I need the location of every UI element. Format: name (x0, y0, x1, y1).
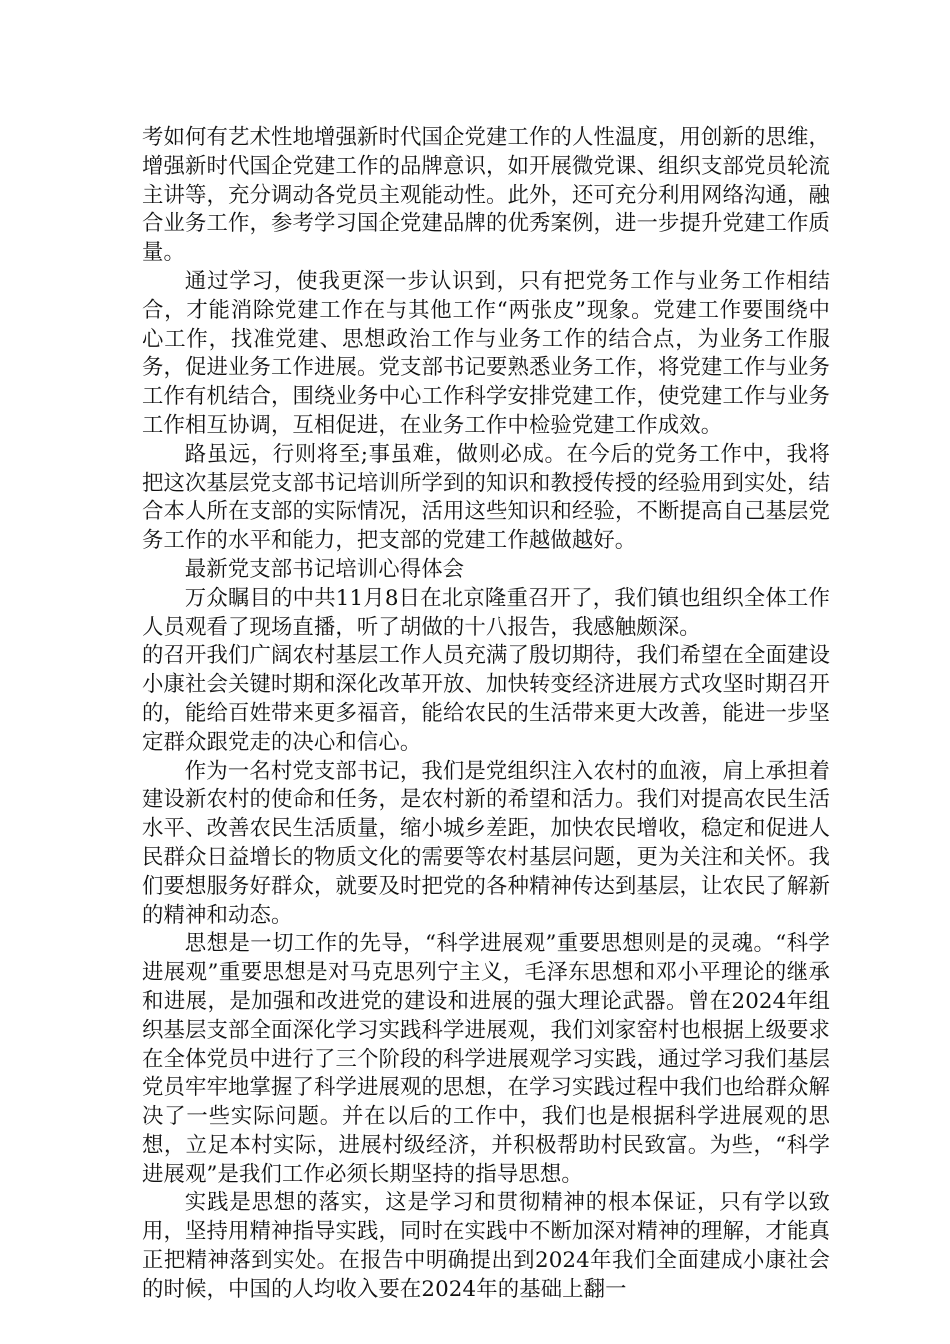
section-paragraph-3: 作为一名村党支部书记，我们是党组织注入农村的血液，肩上承担着建设新农村的使命和任务，是农村新的希望和活力。我们对提高农民生活水平、改善农民生活质量，缩小城乡差距，加快农民增收，稳定和促进人民群众日益增长的物质文化的需要等农村基层问题，更为关注和关怀。我们要想服务好群众，就要及时把党的各种精神传达到基层，让农民了解新的精神和动态。 (142, 758, 830, 928)
section-paragraph-1: 万众瞩目的中共11月8日在北京隆重召开了，我们镇也组织全体工作人员观看了现场直播，听了胡做的十八报告，我感触颇深。 (142, 585, 830, 640)
document-page (142, 124, 830, 1305)
section-paragraph-2: 的召开我们广阔农村基层工作人员充满了殷切期待，我们希望在全面建设小康社会关键时期和深化改革开放、加快转变经济进展方式攻坚时期召开的，能给百姓带来更多福音，能给农民的生活带来更大改善，能进一步坚定群众跟党走的决心和信心。 (142, 643, 830, 755)
section-paragraph-5: 实践是思想的落实，这是学习和贯彻精神的根本保证，只有学以致用，坚持用精神指导实践，同时在实践中不断加深对精神的理解，才能真正把精神落到实处。在报告中明确提出到2024年我们全面建成小康社会的时候，中国的人均收入要在2024年的基础上翻一 (142, 1190, 830, 1302)
body-paragraph-1: 考如何有艺术性地增强新时代国企党建工作的人性温度，用创新的思维，增强新时代国企党建工作的品牌意识，如开展微党课、组织支部党员轮流主讲等，充分调动各党员主观能动性。此外，还可充分利用网络沟通，融合业务工作，参考学习国企党建品牌的优秀案例，进一步提升党建工作质量。 (142, 125, 830, 266)
body-paragraph-2: 通过学习，使我更深一步认识到，只有把党务工作与业务工作相结合，才能消除党建工作在与其他工作“两张皮”现象。党建工作要围绕中心工作，找准党建、思想政治工作与业务工作的结合点，为业务工作服务，促进业务工作进展。党支部书记要熟悉业务工作，将党建工作与业务工作有机结合，围绕业务中心工作科学安排党建工作，使党建工作与业务工作相互协调，互相促进，在业务工作中检验党建工作成效。 (142, 268, 830, 438)
body-paragraph-3: 路虽远，行则将至;事虽难，做则必成。在今后的党务工作中，我将把这次基层党支部书记培训所学到的知识和教授传授的经验用到实处，结合本人所在支部的实际情况，活用这些知识和经验，不断提高自己基层党务工作的水平和能力，把支部的党建工作越做越好。 (142, 441, 830, 554)
section-title: 最新党支部书记培训心得体会 (184, 556, 465, 582)
section-paragraph-4: 思想是一切工作的先导，“科学进展观”重要思想则是的灵魂。“科学进展观”重要思想是对马克思列宁主义，毛泽东思想和邓小平理论的继承和进展，是加强和改进党的建设和进展的强大理论武器。曾在2024年组织基层支部全面深化学习实践科学进展观，我们刘家窑村也根据上级要求在全体党员中进行了三个阶段的科学进展观学习实践，通过学习我们基层党员牢牢地掌握了科学进展观的思想，在学习实践过程中我们也给群众解决了一些实际问题。并在以后的工作中，我们也是根据科学进展观的思想，立足本村实际，进展村级经济，并积极帮助村民致富。为些，“科学进展观”是我们工作必须长期坚持的指导思想。 (142, 931, 830, 1187)
